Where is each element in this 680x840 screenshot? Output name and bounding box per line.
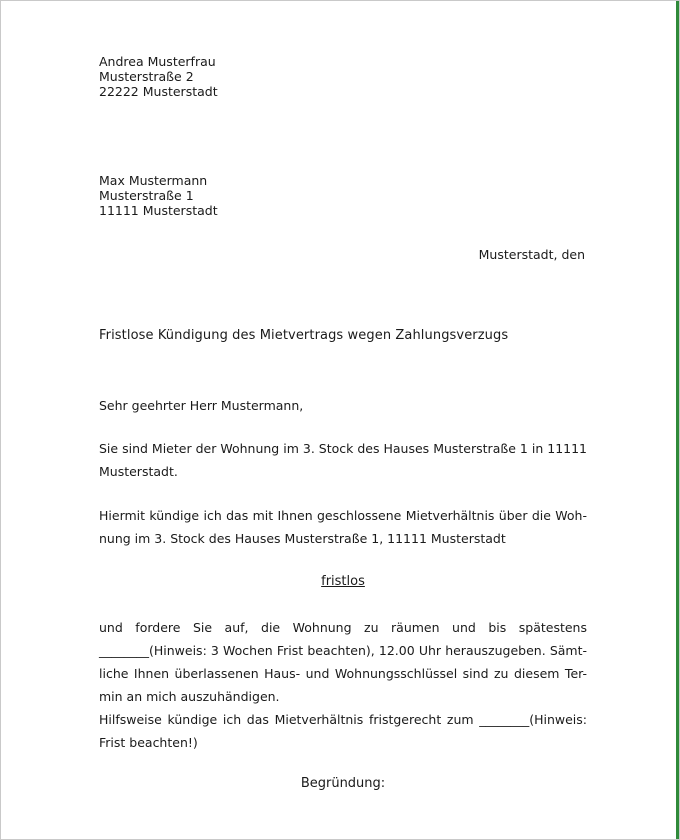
paragraph-line: Sie sind Mieter der Wohnung im 3. Stock des Hauses Musterstraße 1 in 11111 (99, 441, 587, 456)
recipient-street: Musterstraße 1 (99, 188, 194, 203)
sender-address (99, 54, 587, 99)
paragraph-line: ________(Hinweis: 3 Wochen Frist beachten), 12.00 Uhr herauszugeben. Sämt- (99, 643, 587, 658)
date-line: Musterstadt, den (478, 247, 585, 262)
page-edge-accent (676, 1, 679, 840)
begruendung-heading: Begründung: (300, 776, 386, 791)
paragraph-line: Frist beachten!) (99, 735, 198, 750)
paragraph-line: nung im 3. Stock des Hauses Musterstraße 1, 11111 Musterstadt (99, 531, 506, 546)
sender-city: 22222 Musterstadt (99, 84, 218, 99)
paragraph-line: Musterstadt. (99, 464, 178, 479)
paragraph-demand (99, 616, 587, 754)
recipient-city: 11111 Musterstadt (99, 203, 218, 218)
paragraph-line: Hilfsweise kündige ich das Mietverhältnis fristgerecht zum ________(Hinweis: (99, 712, 587, 727)
salutation: Sehr geehrter Herr Mustermann, (99, 398, 304, 413)
paragraph-line: Hiermit kündige ich das mit Ihnen geschlossene Mietverhältnis über die Woh- (99, 508, 587, 523)
subject-line: Fristlose Kündigung des Mietvertrags wegen Zahlungsverzugs (99, 328, 509, 343)
recipient-address (99, 173, 587, 218)
paragraph-line: und fordere Sie auf, die Wohnung zu räumen und bis spätestens (99, 620, 587, 635)
recipient-name: Max Mustermann (99, 173, 208, 188)
paragraph-line: min an mich auszuhändigen. (99, 689, 280, 704)
paragraph-line: liche Ihnen überlassenen Haus- und Wohnungsschlüssel sind zu diesem Ter- (99, 666, 587, 681)
fristlos-heading: fristlos (321, 574, 365, 589)
sender-name: Andrea Musterfrau (99, 54, 216, 69)
paragraph-tenant-info (99, 437, 587, 483)
sender-street: Musterstraße 2 (99, 69, 194, 84)
paragraph-termination (99, 504, 587, 550)
